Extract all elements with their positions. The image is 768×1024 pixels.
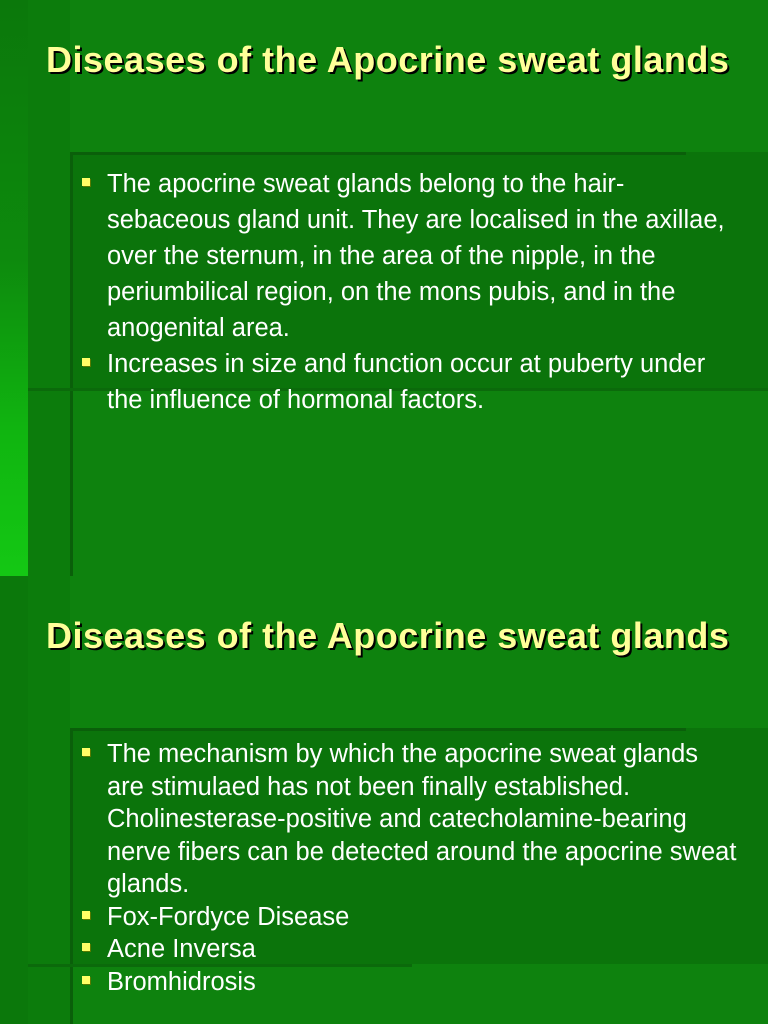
decorative-gradient-strip <box>0 0 30 576</box>
decorative-rule <box>70 152 686 155</box>
bullet-text: The mechanism by which the apocrine sweat glands are stimulaed has not been finally established. Cholinesterase-positive and catecholamine-bearing nerve fibers can be detected around the apocrine sweat glands. <box>107 740 737 898</box>
decorative-rule <box>70 728 73 1024</box>
square-bullet-icon <box>82 358 90 366</box>
square-bullet-icon <box>82 748 90 756</box>
square-bullet-icon <box>82 178 90 186</box>
bullet-text: Increases in size and function occur at puberty under the influence of hormonal factors. <box>107 350 706 414</box>
bullet-text: Bromhidrosis <box>107 967 256 996</box>
bullet-list <box>80 738 740 998</box>
bullet-text: The apocrine sweat glands belong to the hair-sebaceous gland unit. They are localised in the axillae, over the sternum, in the area of the nipple, in the periumbilical region, on the mons pubis, and in the anogenital area. <box>107 170 725 342</box>
decorative-panel <box>28 0 72 576</box>
square-bullet-icon <box>82 911 90 919</box>
slide-title: Diseases of the Apocrine sweat glands <box>46 615 730 656</box>
bullet-text: Fox-Fordyce Disease <box>107 902 350 931</box>
bullet-text: Acne Inversa <box>107 935 256 963</box>
slide-2 <box>0 576 768 1024</box>
slide-title: Diseases of the Apocrine sweat glands <box>46 39 730 80</box>
list-item <box>80 933 740 966</box>
square-bullet-icon <box>82 976 90 984</box>
square-bullet-icon <box>82 943 90 951</box>
decorative-rule <box>70 152 73 576</box>
list-item <box>80 966 740 999</box>
bullet-list <box>80 166 740 418</box>
list-item <box>80 346 740 418</box>
list-item <box>80 738 740 901</box>
decorative-gradient-strip <box>0 576 30 1024</box>
decorative-rule <box>70 728 686 731</box>
list-item <box>80 166 740 346</box>
list-item <box>80 901 740 934</box>
